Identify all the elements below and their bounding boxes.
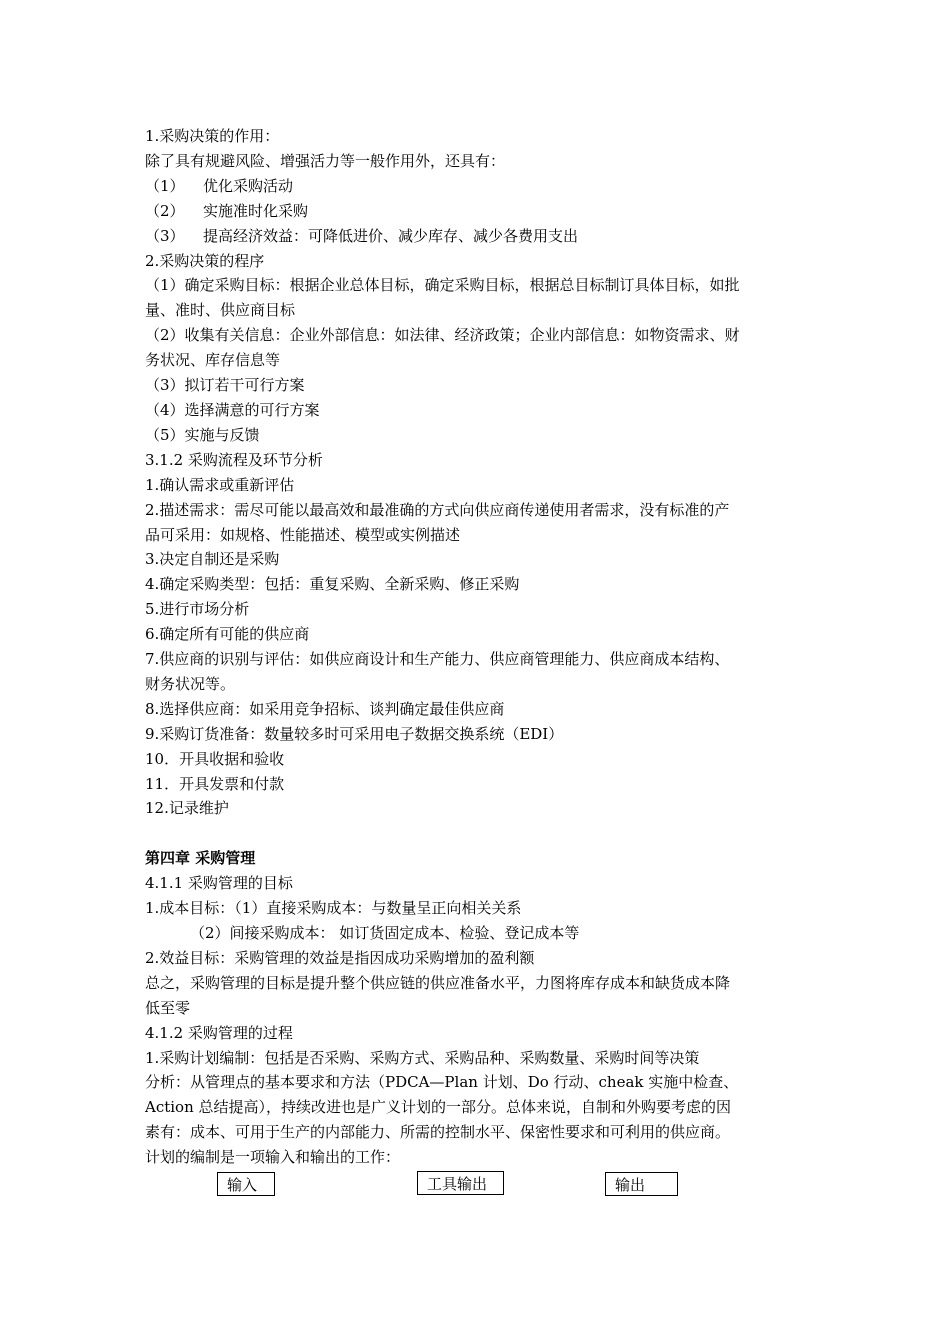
list-text: 优化采购活动 (203, 176, 294, 195)
text-line: 计划的编制是一项输入和输出的工作： (145, 1148, 401, 1167)
text-line: 务状况、库存信息等 (145, 351, 281, 370)
text-line: （2）收集有关信息：企业外部信息：如法律、经济政策；企业内部信息：如物资需求、财 (145, 326, 740, 345)
text-line: 素有：成本、可用于生产的内部能力、所需的控制水平、保密性要求和可利用的供应商。 (145, 1123, 731, 1142)
text-line: 7.供应商的识别与评估：如供应商设计和生产能力、供应商管理能力、供应商成本结构、 (145, 650, 730, 669)
text-line: （2）间接采购成本： 如订货固定成本、检验、登记成本等 (190, 923, 580, 942)
text-line: 5.进行市场分析 (145, 600, 250, 619)
text-line: 分析：从管理点的基本要求和方法（PDCA—Plan 计划、Do 行动、cheak 实施中检查、 (145, 1073, 739, 1092)
list-text: 提高经济效益：可降低进价、减少库存、减少各费用支出 (203, 226, 579, 245)
text-line: 11．开具发票和付款 (145, 774, 285, 793)
text-line: 1.确认需求或重新评估 (145, 475, 295, 494)
list-marker: （2） (145, 201, 185, 220)
list-item (145, 224, 815, 249)
text-line: 3.决定自制还是采购 (145, 550, 280, 569)
input-box: 输入 (217, 1172, 275, 1196)
text-line: 低至零 (145, 998, 191, 1017)
text-line: （5）实施与反馈 (145, 425, 260, 444)
document-body (145, 124, 815, 1170)
chapter-heading: 第四章 采购管理 (145, 849, 256, 868)
list-marker: （3） (145, 226, 185, 245)
text-line: 4.确定采购类型：包括：重复采购、全新采购、修正采购 (145, 575, 520, 594)
text-line: 除了具有规避风险、增强活力等一般作用外，还具有： (145, 151, 506, 170)
section-heading: 4.1.1 采购管理的目标 (145, 874, 293, 893)
section-heading: 3.1.2 采购流程及环节分析 (145, 450, 323, 469)
text-line: 2.描述需求：需尽可能以最高效和最准确的方式向供应商传递使用者需求，没有标准的产 (145, 500, 730, 519)
text-line: （4）选择满意的可行方案 (145, 400, 320, 419)
blank-line (145, 821, 815, 846)
list-item (145, 174, 815, 199)
text-line: （1）确定采购目标：根据企业总体目标，确定采购目标，根据总目标制订具体目标，如批 (145, 276, 740, 295)
text-line: 1.采购计划编制：包括是否采购、采购方式、采购品种、采购数量、采购时间等决策 (145, 1048, 700, 1067)
list-text: 实施准时化采购 (203, 201, 309, 220)
text-line: 2.效益目标：采购管理的效益是指因成功采购增加的盈利额 (145, 948, 535, 967)
text-line: 量、准时、供应商目标 (145, 301, 296, 320)
output-box: 输出 (605, 1172, 678, 1196)
list-item (145, 199, 815, 224)
list-marker: （1） (145, 176, 185, 195)
text-line: 1.采购决策的作用： (145, 127, 280, 145)
text-line: 1.成本目标：（1）直接采购成本：与数量呈正向相关关系 (145, 899, 522, 918)
text-line: （3）拟订若干可行方案 (145, 376, 305, 395)
text-line: 10．开具收据和验收 (145, 749, 285, 768)
text-line: Action 总结提高），持续改进也是广义计划的一部分。总体来说，自制和外购要考虑的因 (145, 1098, 732, 1117)
text-line: 2.采购决策的程序 (145, 251, 265, 270)
text-line: 12.记录维护 (145, 799, 229, 818)
tool-output-box: 工具输出 (417, 1171, 504, 1195)
text-line: 财务状况等。 (145, 674, 236, 693)
text-line: 6.确定所有可能的供应商 (145, 625, 310, 644)
section-heading: 4.1.2 采购管理的过程 (145, 1023, 293, 1042)
text-line: 总之，采购管理的目标是提升整个供应链的供应准备水平，力图将库存成本和缺货成本降 (145, 973, 731, 992)
text-line: 8.选择供应商：如采用竞争招标、谈判确定最佳供应商 (145, 699, 505, 718)
text-line: 9.采购订货准备：数量较多时可采用电子数据交换系统（EDI） (145, 724, 564, 743)
text-line: 品可采用：如规格、性能描述、模型或实例描述 (145, 525, 461, 544)
